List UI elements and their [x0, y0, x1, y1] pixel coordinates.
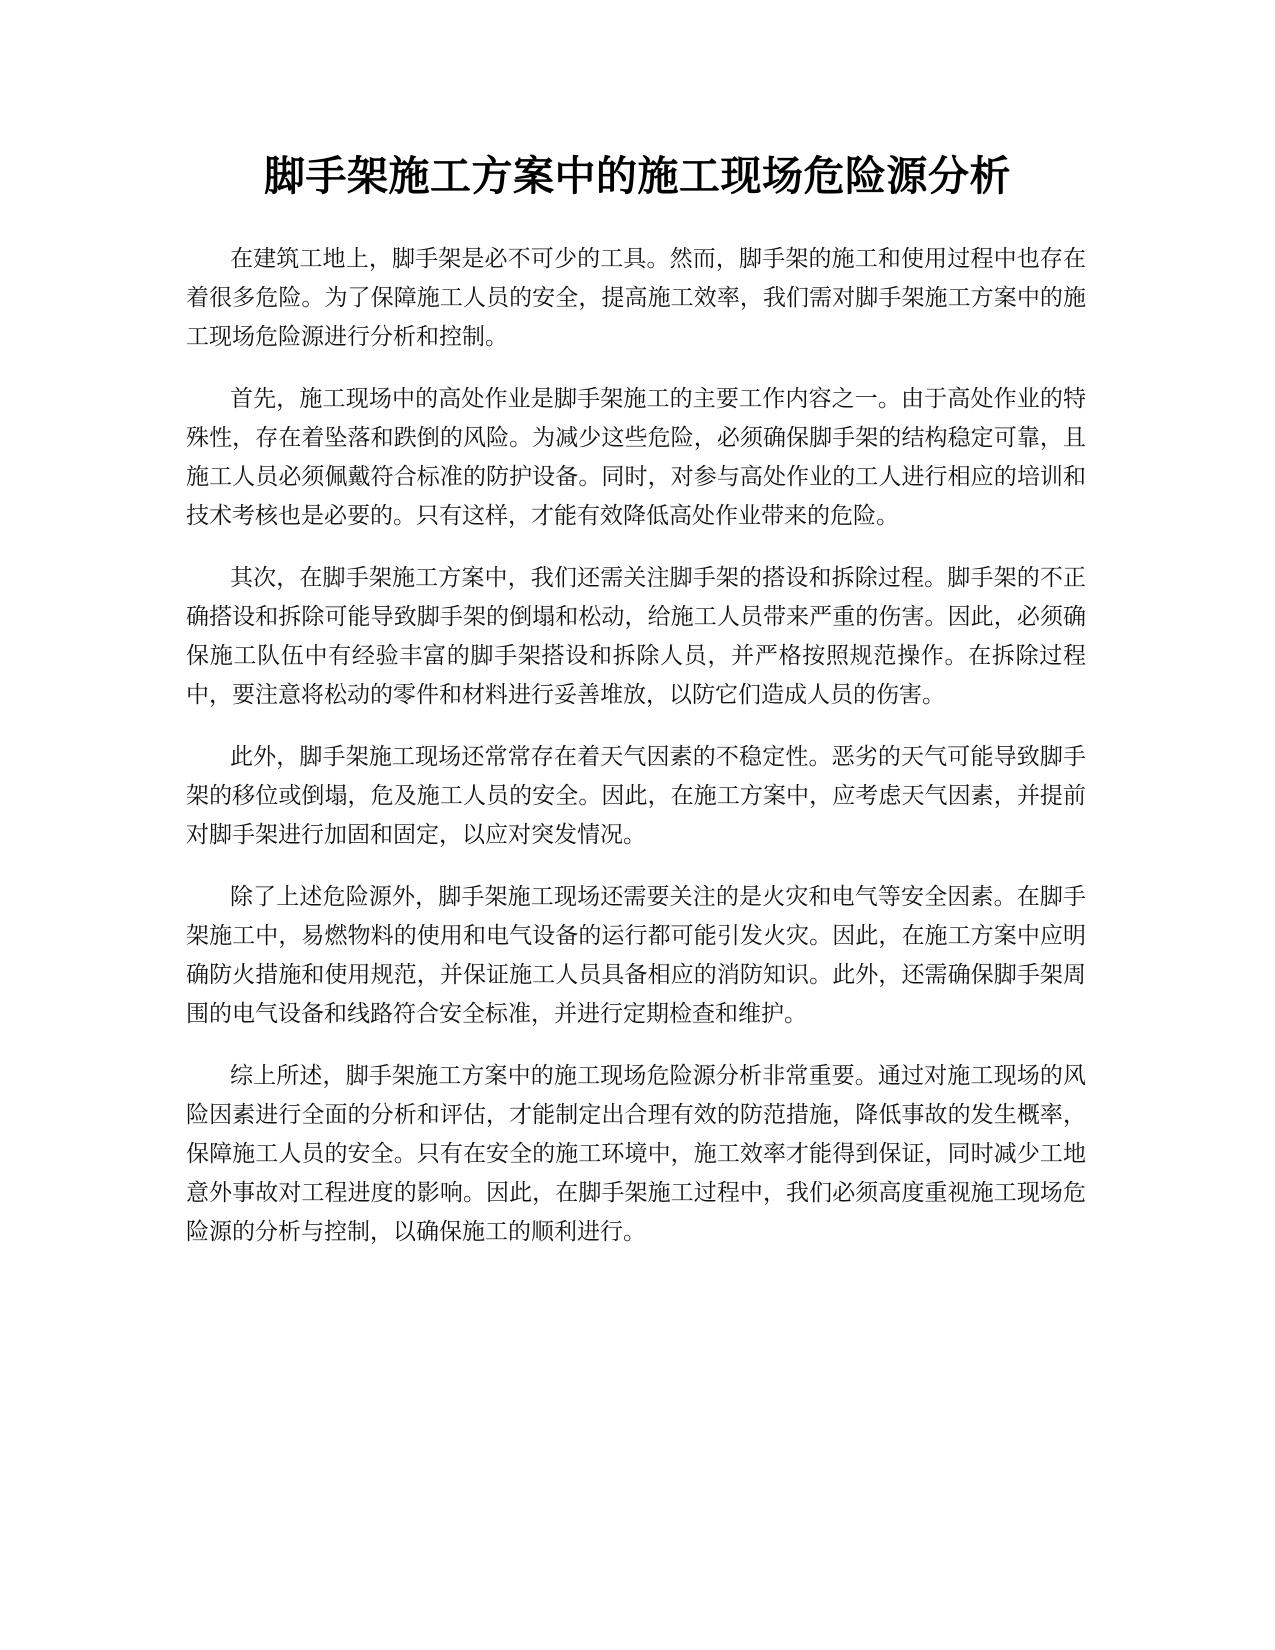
document-title: 脚手架施工方案中的施工现场危险源分析	[264, 152, 1011, 200]
paragraph-fire-electrical: 除了上述危险源外，脚手架施工现场还需要关注的是火灾和电气等安全因素。在脚手架施工中，易燃物料的使用和电气设备的运行都可能引发火灾。因此，在施工方案中应明确防火措施和使用规范，并保证施工人员具备相应的消防知识。此外，还需确保脚手架周围的电气设备和线路符合安全标准，并进行定期检查和维护。	[186, 884, 1086, 1027]
paragraph-erection-dismantling: 其次，在脚手架施工方案中，我们还需关注脚手架的搭设和拆除过程。脚手架的不正确搭设和拆除可能导致脚手架的倒塌和松动，给施工人员带来严重的伤害。因此，必须确保施工队伍中有经验丰富的脚手架搭设和拆除人员，并严格按照规范操作。在拆除过程中，要注意将松动的零件和材料进行妥善堆放，以防它们造成人员的伤害。	[186, 565, 1086, 708]
document-body	[186, 240, 1086, 1275]
paragraph-height-work: 首先，施工现场中的高处作业是脚手架施工的主要工作内容之一。由于高处作业的特殊性，存在着坠落和跌倒的风险。为减少这些危险，必须确保脚手架的结构稳定可靠，且施工人员必须佩戴符合标准的防护设备。同时，对参与高处作业的工人进行相应的培训和技术考核也是必要的。只有这样，才能有效降低高处作业带来的危险。	[186, 386, 1086, 529]
paragraph-intro: 在建筑工地上，脚手架是必不可少的工具。然而，脚手架的施工和使用过程中也存在着很多危险。为了保障施工人员的安全，提高施工效率，我们需对脚手架施工方案中的施工现场危险源进行分析和控制。	[186, 246, 1086, 350]
paragraph-conclusion: 综上所述，脚手架施工方案中的施工现场危险源分析非常重要。通过对施工现场的风险因素进行全面的分析和评估，才能制定出合理有效的防范措施，降低事故的发生概率，保障施工人员的安全。只有在安全的施工环境中，施工效率才能得到保证，同时减少工地意外事故对工程进度的影响。因此，在脚手架施工过程中，我们必须高度重视施工现场危险源的分析与控制，以确保施工的顺利进行。	[186, 1063, 1086, 1245]
paragraph-weather: 此外，脚手架施工现场还常常存在着天气因素的不稳定性。恶劣的天气可能导致脚手架的移位或倒塌，危及施工人员的安全。因此，在施工方案中，应考虑天气因素，并提前对脚手架进行加固和固定，以应对突发情况。	[186, 744, 1086, 848]
